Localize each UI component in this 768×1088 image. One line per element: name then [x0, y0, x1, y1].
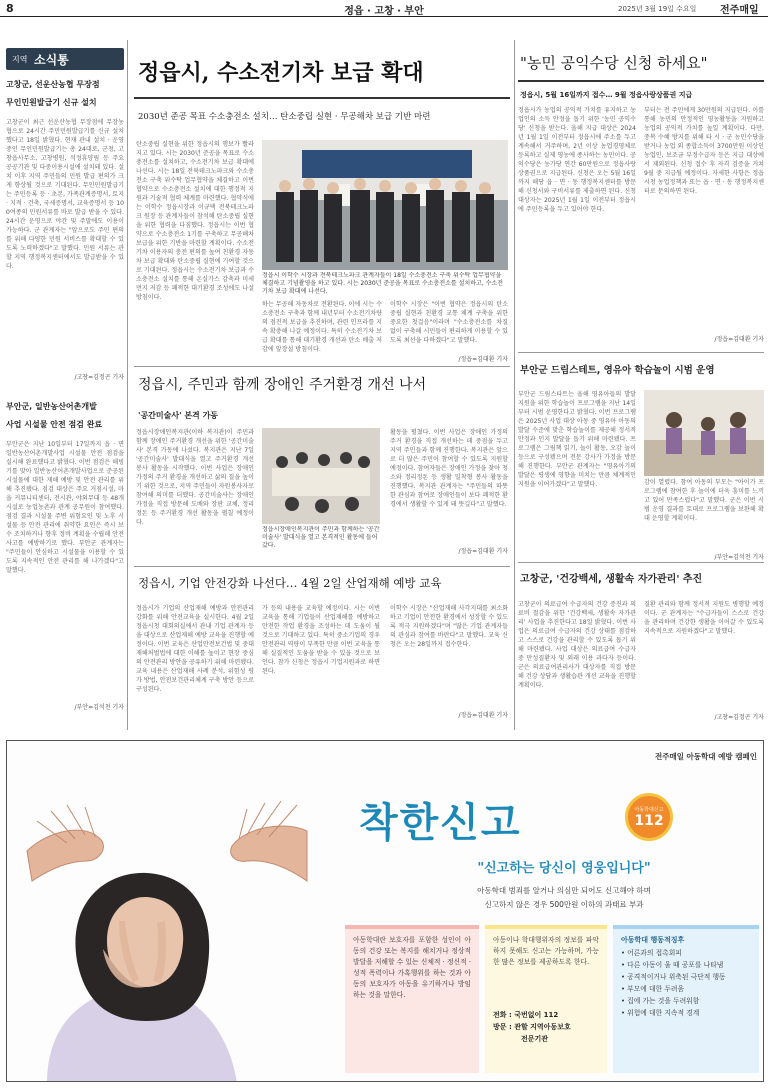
article-2-byline: /정읍=김대환 기자	[714, 336, 764, 343]
article-4-title: 부안군 드림스테트, 영유아 학습놀이 시범 운영	[520, 365, 715, 376]
kids-photo	[644, 390, 764, 476]
ad-label: 전주매일 아동학대 예방 캠페인	[654, 752, 757, 761]
article-1-caption: 정읍시 이학수 시장과 전북테크노파크 관계자들이 18일 수소충전소 구축 위수탁 업무협약을 체결하고 기념촬영을 하고 있다. 시는 2030년 준공을 목표로 수소충전소를 설치하고, 수소전기차 보급 확대에 나선다.	[262, 272, 504, 295]
report-visit: 방문 : 관할 지역아동보호	[493, 1023, 571, 1031]
article-5-title: 정읍시, 기업 안전강화 나선다… 4월 2일 산업재해 예방 교육	[138, 576, 442, 590]
article-4-col-1: 부안군 드림스타트는 올해 영유아들의 발달 지원을 위한 학습놀이 프로그램을 지난 14일부터 시범 운영한다고 밝혔다. 이번 프로그램은 2025년 사업 대상 아동 중 영유아 아동의 발달 수준에 맞춘 학습놀이를 제공해 정서적 안정과 인지 발달을 돕기 위해 마련됐다. 프로그램은 그림책 읽기, 놀이 활동, 오감 놀이 등으로 구성됐으며 전문 강사가 가정을 방문해 진행한다. 부안군 관계자는 "영유아기의 발달은 평생에 영향을 미치는 만큼 체계적인 지원을 이어가겠다"고 말했다.	[518, 391, 636, 488]
article-6-title: 고창군, '건강백세, 생활속 자가관리' 추진	[520, 574, 703, 585]
page-header	[0, 0, 768, 17]
section-rule-6	[518, 562, 764, 563]
meeting-photo	[262, 428, 380, 524]
article-6-col-1: 고창군이 의료급여 수급자의 건강 증진과 의료비 절감을 위한 '건강백세, 생활속 자가관리' 사업을 추진한다고 18일 밝혔다. 이번 사업은 의료급여 수급자의 건강 상태를 점검하고 스스로 건강을 관리할 수 있도록 돕기 위해 마련됐다. 사업 대상은 의료급여 수급자 중 만성질환자 및 외래 이용 과다자 등이다. 군은 의료급여관리사가 대상자를 직접 방문해 건강 상담과 생활습관 개선 교육을 진행할 계획이다.	[518, 601, 636, 689]
campaign-desc-2: 신고하지 않은 경우 500만원 이하의 과태료 부과	[484, 900, 644, 909]
signs-list-item: • 다른 아동이 울 때 공포를 나타냄	[621, 961, 724, 969]
sidebar-body-1: 고창군이 최근 선운산농협 무장점에 무장농협으로 24시간 주민민원발급기를 신규 설치했다고 18일 밝혔다. 현재 관내 설치 · 운영 중인 무인민원발급기는 총 24대로, 군청, 고창읍사무소, 고창병원, 석정휴양림 등 주요 공공기관 및 다중이용시설에 설치돼 있다. 설치 이후 지역 주민들의 민원 발급 편의가 크게 향상될 것으로 기대된다. 무인민원발급기는 주민등록 등 · 초본, 가족관계증명서, 토지 · 지적 · 건축, 국세증명서, 교육증명서 등 100여종의 민원서류를 바로 발급 받을 수 있다. 24시간 운영으로 야간 및 주말에도 이용이 가능하다. 군 관계자는 "앞으로도 주민 편의를 위해 다양한 민원 서비스를 확대할 수 있도록 노력하겠다"고 말했다. 민원 서류는 관할 지역 행정복지센터에서도 발급받을 수 있다.	[6, 119, 124, 270]
signs-list-item: • 집에 가는 것을 두려워함	[621, 997, 700, 1005]
section-title: 정읍 · 고창 · 부안	[344, 6, 424, 17]
report-visit-2: 전문기관	[521, 1035, 549, 1043]
article-3-photo	[262, 428, 380, 524]
article-3-byline: /정읍=김대환 기자	[458, 548, 508, 555]
column-divider-2	[514, 40, 515, 730]
sidebar-headline-1: 고창군, 선운산농협 무장점 무인민원발급기 신규 설치	[6, 80, 100, 107]
sidebar-body-2: 부안군은 지난 10일부터 17일까지 읍 · 면 일반농산어촌개발사업 시설물 안전 점검을 실시해 완료했다고 밝혔다. 이번 점검은 해빙기를 맞아 일반농산어촌개발사업으로 준공된 시설물에 대한 재해 예방 및 안전 관리를 위해 추진됐다. 점검 대상은 주요 거점시설, 마을 커뮤니티센터, 전시관, 야외무대 등 48개 시설로 농업농촌과 관계 공무원이 참여했다. 점검 결과 시설물 주변 위험요인 및 노후 시설물 등 안전 관리에 취약한 요인은 즉시 보수 조치하거나 향후 정비 계획을 수립해 안전사고를 예방하기로 했다. 부안군 관계자는 "주민들이 안심하고 시설물을 이용할 수 있도록 지속적인 안전 관리를 해 나가겠다"고 말했다.	[6, 441, 124, 574]
signs-list-item: • 위험에 대한 지속적 경계	[621, 1009, 700, 1017]
page-number: 8	[6, 2, 14, 15]
article-3-title: 정읍시, 주민과 함께 장애인 주거환경 개선 나서	[138, 377, 427, 393]
section-rule-4	[518, 352, 764, 353]
sidebar-headline-2: 부안군, 일반농산어촌개발 사업 시설물 안전 점검 완료	[6, 402, 103, 429]
article-2-subtitle: 정읍시, 5월 16일까지 접수… 9월 정읍사랑상품권 지급	[520, 91, 693, 99]
issue-date: 2025년 3월 19일 수요일	[618, 5, 697, 13]
article-2-col-2: 부터는 전 주민에게 30만원의 지급된다. 이를 통해 농민의 안정적인 영농활동을 지원하고 농업의 공익적 가치를 높일 계획이다. 다만, 중복 수혜 방지를 위해 타 시 · 군 농민수당을 받거나 농업 외 종합소득이 3700만원 이상인 농업인, 보조금 부정수급자 등은 지급 대상에서 제외된다. 신청 접수 후 자격 검증을 거쳐 9월 중 지급될 예정이다. 자세한 사항은 정읍시청 농업정책과 또는 읍 · 면 · 동 행정복지센터로 문의하면 된다.	[644, 107, 764, 195]
info-box-definition	[345, 925, 479, 1073]
report-text: 아동이나 학대행위자의 정보를 파악하지 못해도 신고는 가능하며, 가능한 많은 정보를 제공하도록 한다.	[493, 936, 599, 966]
article-1-col-3: 이학수 시장은 "이번 협약은 정읍시의 탄소중립 실현과 친환경 교통 체계 구축을 위한 중요한 첫걸음"이라며 "수소충전소를 차질 없이 구축해 시민들이 편리하게 이용할 수 있도록 최선을 다하겠다"고 말했다.	[390, 301, 508, 344]
article-5-col-2: 가 등의 내용을 교육할 예정이다. 시는 이번 교육을 통해 기업들이 산업재해를 예방하고 안전한 작업 환경을 조성하는 데 도움이 될 것으로 기대하고 있다. 특히 중소기업의 경우 안전관리 역량이 부족한 만큼 이번 교육을 통해 실질적인 도움을 받을 수 있을 것으로 보인다. 참가 신청은 정읍시 기업지원과로 하면 된다.	[262, 605, 380, 675]
campaign-slogan: "신고하는 당신이 영웅입니다"	[477, 861, 651, 876]
article-4-photo	[644, 390, 764, 476]
signs-list-item: • 공격적이거나 위축된 극단적 행동	[621, 973, 726, 981]
campaign-desc-1: 아동학대 범죄를 알거나 의심만 되어도 신고해야 하며	[477, 886, 651, 895]
hotline-badge-number: 112	[634, 813, 664, 829]
article-3-col-1: 정읍시장애인복지관(이하 복지관)이 주민과 함께 장애인 주거환경 개선을 위한 '공간미술사' 본격 가동에 나섰다. 복지관은 지난 7일 '공간미술사' 발대식을 열고 주거환경 개선 봉사 활동을 시작했다. 이번 사업은 장애인 가정의 주거 환경을 개선하고 삶의 질을 높이기 위한 것으로, 지역 주민들이 자원봉사자로 참여해 의미를 더했다. 공간미술사는 장애인 가정을 직접 방문해 도배와 장판 교체, 정리정돈 등 주거환경 개선 활동을 펼칠 예정이다.	[136, 429, 254, 526]
article-5-col-3: 이학수 시장은 "산업재해 사각지대를 최소화하고 기업이 안전한 환경에서 성장할 수 있도록 적극 지원하겠다"며 "많은 기업 관계자들의 관심과 참여를 바란다"고 말했다. 교육 신청은 오는 28일까지 접수한다.	[390, 605, 508, 648]
article-1-subtitle: 2030년 준공 목표 수소충전소 설치… 탄소중립 실현 · 무공해차 보급 기반 마련	[138, 112, 431, 122]
hotline-badge	[625, 793, 673, 841]
title-rule	[134, 97, 510, 99]
article-6-col-2: 질환 관리와 함께 정서적 지원도 병행할 예정이다. 군 관계자는 "수급자들이 스스로 건강을 관리하며 건강한 생활을 이어갈 수 있도록 지속적으로 지원하겠다"고 말했다.	[644, 601, 764, 635]
definition-text: 아동학대란 보호자를 포함한 성인이 아동의 건강 또는 복지를 해치거나 정상적 발달을 저해할 수 있는 신체적 · 정신적 · 성적 폭력이나 가혹행위를 하는 것과 아동의 보호자가 아동을 유기하거나 방임하는 것을 말한다.	[353, 936, 471, 999]
article-2-col-1: 정읍시가 농업의 공익적 가치를 유지하고 농업인의 소득 안정을 돕기 위한 '농민 공익수당' 신청을 받는다. 올해 지급 대상은 2024년 1월 1일 이전부터 정읍시에 주소를 두고 계속해서 거주하며, 2년 이상 농업경영체로 등록하고 실제 영농에 종사하는 농민이다. 공익수당은 농가당 연간 60만원으로 정읍사랑상품권으로 지급된다. 신청은 오는 5월 16일까지 해당 읍 · 면 · 동 행정복지센터를 방문해 신청서와 구비서류를 제출하면 된다. 신청 대상자는 2025년 1월 1일 이전부터 정읍시에 주민등록을 두고 있어야 한다.	[518, 107, 636, 213]
sidebar-byline-1: /고창=김정곤 기자	[74, 374, 124, 381]
section-rule-5	[134, 566, 510, 567]
article-3-subtitle: '공간미술사' 본격 가동	[138, 411, 219, 420]
report-call: 전화 : 국번없이 112	[493, 1011, 559, 1019]
sidebar-tag	[6, 48, 124, 70]
article-4-byline: /부안=김석천 기자	[714, 554, 764, 561]
signs-list-item: • 어른과의 접촉회피	[621, 949, 682, 957]
info-box-report	[485, 925, 607, 1073]
sidebar-tag-title: 소식통	[34, 53, 69, 67]
section-rule-3	[134, 366, 510, 367]
sidebar-news	[6, 48, 124, 711]
brand-name: 전주매일	[720, 5, 759, 16]
article-5-col-1: 정읍시가 기업의 산업재해 예방과 안전관리 강화를 위해 안전교육을 실시한다. 4월 2일 정읍시청 대회의실에서 관내 기업 관계자 등을 대상으로 산업재해 예방 교육을 진행할 예정이다. 이번 교육은 산업안전보건법 및 중대재해처벌법에 대한 이해를 높이고 현장 중심의 안전관리 방안을 공유하기 위해 마련됐다. 교육 내용은 산업재해 사례 분석, 위험성 평가 방법, 안전보건관리체계 구축 방안 등으로 구성된다.	[136, 605, 254, 693]
article-6-byline: /고창=김정곤 기자	[714, 714, 764, 721]
signs-title: 아동학대 행동적징후	[621, 936, 685, 944]
article-1-photo	[262, 140, 508, 270]
article-3-col-2: 활동을 펼쳤다. 이번 사업은 장애인 가정의 주거 환경을 직접 개선하는 데 중점을 두고 지역 주민들과 함께 진행한다. 복지관은 앞으로 더 많은 주민이 참여할 수 있도록 지원할 예정이다. 참여자들은 장애인 가정을 찾아 청소와 정리정돈 등 생활 밀착형 봉사 활동을 진행했다. 복지관 관계자는 "주민들의 따뜻한 관심과 참여로 장애인들이 보다 쾌적한 환경에서 생활할 수 있게 돼 뜻깊다"고 말했다.	[390, 429, 508, 508]
title-rule-2	[518, 80, 764, 82]
campaign-logo: 착한신고	[359, 800, 522, 846]
ceremony-photo	[262, 140, 508, 270]
sidebar-tag-label: 지역	[12, 55, 28, 64]
article-1-title: 정읍시, 수소전기차 보급 확대	[138, 60, 424, 86]
child-illustration	[7, 791, 337, 1082]
article-1-col-1: 탄소중립 실현을 위한 정읍시의 행보가 빨라지고 있다. 시는 2030년 준공을 목표로 수소충전소를 설치하고, 수소전기차 보급 확대에 나선다. 시는 18일 전북테크노파크와 수소충전소 구축 위수탁 업무협약을 체결하고 이번 협약으로 수소충전소 설치에 대한 행정적 지원과 기술적 협력 체계를 마련했다. 협약식에는 이학수 정읍시장과 이규택 전북테크노파크 원장 등 관계자들이 참석해 탄소중립 실현을 위한 협력을 다짐했다. 정읍시는 이번 협약으로 수소충전소 1기를 구축하고 무공해차 보급을 위한 기반을 마련할 계획이다. 수소전기차 이용자의 충전 편의를 높여 친환경 자동차 보급 확대와 탄소중립 실현에 기여할 것으로 기대된다. 정읍시는 수소전기차 보급과 수소충전소 설치를 통해 온실가스 감축과 미세먼지 저감 등 쾌적한 대기환경 조성에도 나설 방침이다.	[136, 141, 254, 301]
info-box-signs	[613, 925, 759, 1073]
article-3-caption: 정읍시장애인복지관이 주민과 함께하는 '공간미술사' 발대식을 열고 본격적인 활동에 들어갔다.	[262, 526, 380, 549]
signs-list	[613, 947, 759, 1019]
sidebar-byline-2: /부안=김석천 기자	[74, 704, 124, 711]
article-5-byline: /정읍=김대환 기자	[458, 712, 508, 719]
article-1-col-2: 하는 무공해 자동차로 전환된다. 이에 시는 수소충전소 구축과 함께 내년부터 수소전기차량의 점진적 보급을 추진하며, 관련 인프라를 지속 확충해 나갈 예정이다. 특히 수소전기차 보급 확대를 통해 대기환경 개선과 탄소 배출 저감에 앞장설 방침이다.	[262, 301, 382, 353]
hotline-badge-top: 아동학대신고	[634, 807, 664, 813]
ad-campaign	[6, 740, 764, 1082]
article-1-byline: /정읍=김대환 기자	[458, 356, 508, 363]
column-divider	[127, 40, 128, 730]
article-4-col-2: 감이 열렸다. 참여 아동의 부모는 "아이가 프로그램에 참여한 후 놀이에 더욱 흥미를 느끼고 있어 만족스럽다"고 말했다. 군은 이번 시범 운영 결과를 토대로 프로그램을 보완해 확대 운영할 계획이다.	[644, 479, 764, 522]
article-2-title: "농민 공익수당 신청 하세요"	[520, 54, 708, 72]
signs-list-item: • 부모에 대한 두려움	[621, 985, 685, 993]
